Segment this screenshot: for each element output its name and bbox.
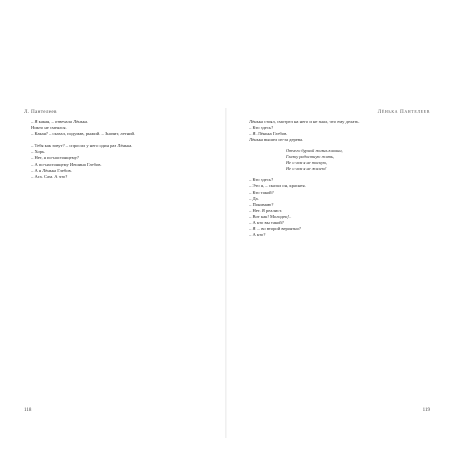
paragraph: – Кто здесь? xyxy=(249,125,274,131)
verse-line: Не о чем я не жалею! xyxy=(286,166,327,172)
paragraph: – Хорь. xyxy=(31,149,46,155)
paragraph: – Это я, – сказал он, краснея. xyxy=(249,183,306,189)
verse-line: Глазку радостную жить, xyxy=(286,154,335,160)
paragraph: – Вот как! Молодец!.. xyxy=(249,213,292,219)
paragraph: – Да. xyxy=(249,195,259,201)
verse-line: Отчего бурной жизнь юноши, xyxy=(286,148,343,154)
left-page-text xyxy=(24,119,212,180)
paragraph: Никто не смеялся. xyxy=(31,125,67,131)
paragraph: Лёнька стоял, смотрел на него и не знал, что ему делать. xyxy=(249,119,360,124)
running-head-left: Л. Пантелеев xyxy=(24,109,57,115)
verse-block xyxy=(286,148,430,172)
paragraph: – Тебя как зовут? – спросил у него один раз Лёнька. xyxy=(31,143,133,149)
paragraph: – Я. Лёнька Глебов. xyxy=(249,131,288,137)
running-head-right: Лёнька Пантелеев xyxy=(377,109,430,115)
paragraph: – Кто такой? xyxy=(249,189,274,195)
paragraph: – Нет. Я реалист. xyxy=(249,207,283,213)
paragraph: – А кто вы такой? xyxy=(249,220,284,226)
paragraph: Лёнька вышел из-за дерева. xyxy=(249,137,304,143)
paragraph: – Кто здесь? xyxy=(249,177,274,183)
page-number-left: 118 xyxy=(24,408,32,413)
paragraph: – А кто? xyxy=(249,232,266,238)
paragraph: – Я какая, – отвечала Лёнька. xyxy=(31,119,89,124)
right-page xyxy=(226,0,452,452)
paragraph: – Какая? – сказал, подумав, рыжий. – Значит, летний. xyxy=(31,131,136,137)
paragraph: – А я Лёнька Глебов. xyxy=(31,167,72,173)
paragraph: – Я ... во второй вероятно? xyxy=(249,226,301,232)
paragraph: – Нет, я по-настоящему? xyxy=(31,155,79,161)
paragraph: – Понимаю? xyxy=(249,201,274,207)
verse-line: Не о чем я не тоскую, xyxy=(286,160,328,166)
page-number-right: 119 xyxy=(422,408,430,413)
paragraph: – Ага. Сам. А что? xyxy=(31,173,68,179)
paragraph: – А по-настоящему Иешина Глебов. xyxy=(31,161,102,167)
right-page-text xyxy=(242,119,430,238)
